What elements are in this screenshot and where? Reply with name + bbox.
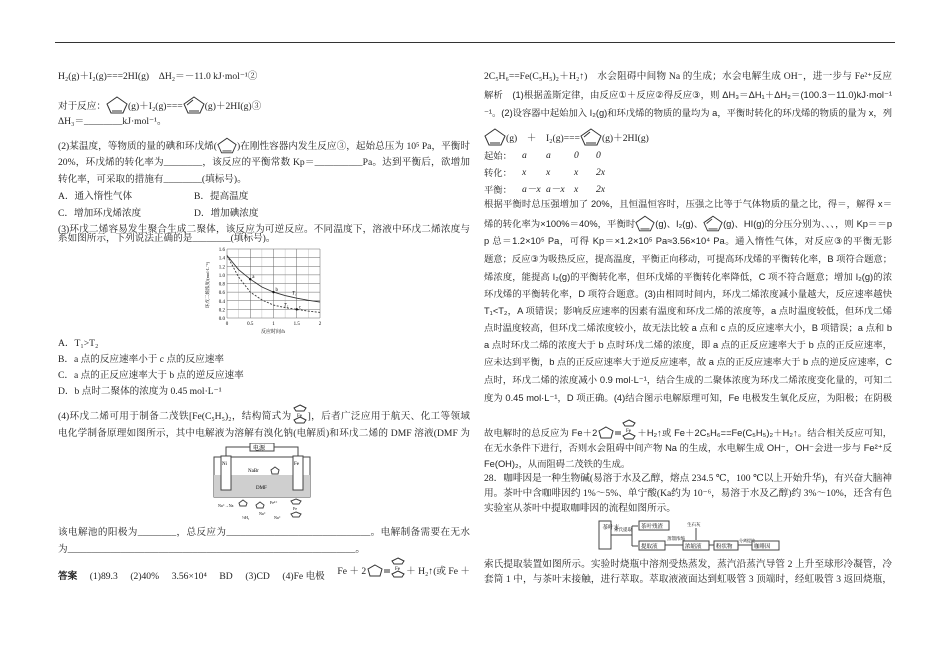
eq3-prefix: 对于反应： (58, 101, 106, 112)
dh3-blank: ΔH₃＝________kJ·mol⁻¹。 (58, 116, 167, 127)
answer-3: (3)CD (245, 571, 270, 582)
fe-electrode-label: Fe (294, 462, 299, 467)
eq3-mid: (g)＋I₂(g)=== (127, 101, 183, 112)
flow-step2: 蒸馏浓缩 (667, 536, 685, 541)
q3-option-a: A．T₁>T₂ (58, 338, 99, 349)
analysis-p2 (484, 214, 892, 232)
q2-option-d: D．增加碘浓度 (194, 208, 259, 219)
analysis-line: 点时，环戊二烯的浓度减小 0.9 mol·L⁻¹，结合生成的二聚体浓度为环戊二烯浓度变化量的，可知二 (484, 375, 892, 385)
fe2-ion-label: Fe²⁺ (270, 500, 278, 505)
data-point-c (296, 308, 298, 310)
p2-text: (g)、HI(g)的分压分别为、、、，则 Kp＝＝p (723, 219, 892, 229)
cyclopentene-icon (217, 137, 237, 155)
y-tick-label: 0.8 (218, 282, 225, 288)
data-point-label: a (252, 275, 255, 281)
q2-option-a: A．通入惰性气体 (58, 191, 133, 202)
q4-line3: 该电解池的阳极为________，总反应为______________________________。电解制备需要在无水 (58, 527, 470, 538)
flow-residue: 茶叶残渣 (641, 524, 664, 530)
analysis-p4: 在无水条件下进行，否则水会阻碍中间产物 Na 的生成，水电解生成 OH⁻，OH⁻会进一步与 Fe²⁺反 (484, 443, 892, 453)
x-tick-label: 0.5 (247, 322, 254, 327)
q28-line5: 套筒 1 中，与茶叶末接触，进行萃取。萃取液液面达到虹吸管 3 顶端时，经虹吸管 3 返回烧瓶， (484, 574, 892, 585)
stage-value: x (546, 167, 551, 178)
answer-1: (1)89.3 (89, 571, 118, 582)
analysis-line: 烯浓度，能提高 I₂(g)的平衡转化率，但环戊烯的平衡转化率降低，C 项不符合题意；增加 I₂(g)的浓 (484, 272, 892, 282)
y-tick-label: 0.2 (218, 308, 225, 314)
y-tick-label: 1.6 (218, 248, 225, 253)
analysis-p3 (484, 419, 892, 441)
series-label: T₂ (283, 303, 289, 309)
q2-text: (2)某温度，等物质的量的碘和环戊烯( (58, 141, 217, 152)
answer-eq-tail: ＋ H₂↑(或 Fe ＋ (406, 566, 470, 577)
ferrocene-fe-label: Fe (293, 506, 297, 511)
analysis-line: p 总＝1.2×10⁵ Pa，可得 Kp＝×1.2×10⁵ Pa≈3.56×10⁴ Pa。通入惰性气体，对反应③的平衡无影 (484, 236, 892, 246)
q2-option-c: C．增加环戊烯浓度 (58, 208, 142, 219)
concentration-time-chart (205, 245, 325, 335)
q4-line4: 为____________________________________________________________。 (58, 544, 365, 555)
stage-value: x (574, 167, 579, 178)
na-reduction-label: Na⁺→Na (218, 503, 234, 508)
stage-value: 0 (574, 150, 579, 161)
eq3-suffix: (g)＋2HI(g)③ (204, 101, 262, 112)
data-point-a (249, 278, 251, 280)
stage-label: 起始： (484, 151, 512, 161)
flow-lime: 生石灰 (687, 522, 701, 527)
nabr-label: NaBr (248, 469, 259, 474)
series-label: T₁ (292, 291, 297, 297)
dmf-label: DMF (256, 486, 267, 491)
p2-text: (g)、I₂(g)、 (655, 219, 704, 229)
svg-text:Fe: Fe (296, 414, 302, 419)
y-tick-label: 1.0 (218, 273, 225, 279)
ferrocene-icon (292, 404, 308, 424)
x-tick-label: 0 (225, 322, 229, 327)
answer-2a: (2)40% (130, 571, 160, 582)
cyclopentadiene-icon (271, 467, 279, 474)
h2-label: ½H₂ (242, 515, 250, 520)
analysis-line: 应未达到平衡，b 点的正反应速率大于逆反应速率，故 a 点的正反应速率大于 b 点的逆反应速率，C (484, 357, 892, 367)
cyclopentene-icon (635, 215, 655, 232)
na-ion-label-2: Na⁺ (274, 515, 281, 520)
equation-3 (58, 96, 470, 114)
stage-value: 0 (596, 150, 601, 161)
flow-step1: 索氏提取 (614, 527, 632, 532)
answer-2b: 3.56×10⁴ (171, 571, 207, 582)
q2-line2: 20%，环戊烯的转化率为________，该反应的平衡常数 Kp＝__________Pa。达到平衡后，欲增加 (58, 157, 470, 168)
analysis-line: 环戊烯的平衡转化率，D 项符合题意。(3)由相同时间内，环戊二烯浓度减小量越大，反应速率越快 (484, 289, 892, 299)
svg-text:Fe: Fe (626, 429, 632, 434)
stage-value: x (574, 184, 579, 195)
na-ion-label: Na⁺ (259, 511, 266, 516)
analysis-line: 点时温度较高，但环戊二烯浓度较小，故无法比较 a 点和 c 点的反应速率大小，B 项错误；a 点和 b (484, 323, 892, 333)
answer-2c: BD (219, 571, 233, 582)
y-tick-label: 1.2 (218, 265, 225, 271)
p3-text: 故电解时的总反应为 Fe＋2 (484, 428, 598, 438)
stage-label: 转化： (484, 168, 512, 178)
data-point-label: c (298, 305, 301, 311)
q28-line1: 28．咖啡因是一种生物碱(易溶于水及乙醇，熔点 234.5 ℃，100 ℃以上开始升华)，有兴奋大脑神 (484, 473, 892, 484)
q3-option-c: C．a 点的正反应速率大于 b 点的逆反应速率 (58, 370, 244, 381)
data-point-b (272, 291, 274, 293)
answer-4: (4)Fe 电极 (282, 571, 325, 582)
flow-extract: 提取液 (641, 544, 658, 550)
q4-line2: 电化学制备原理如图所示，其中电解液为溶解有溴化钠(电解质)和环戊二烯的 DMF 溶液(DMF 为 (58, 428, 470, 439)
analysis-line-1: 解析 (1)根据盖斯定律，由反应①＋反应②得反应③，则 ΔH₃＝ΔH₁＋ΔH₂＝(100.3－11.0)kJ·mol⁻¹ (484, 90, 892, 100)
q28-line4: 索氏提取装置如图所示。实验时烧瓶中溶剂受热蒸发，蒸汽沿蒸汽导管 2 上升至球形冷凝管，冷 (484, 559, 892, 570)
cyclopentadiene-to-ferrocene-icon (597, 419, 637, 441)
q28-line2: 用。茶叶中含咖啡因约 1%～5%、单宁酸(Ka约为 10⁻⁶，易溶于水及乙醇)约 3%～10%，还含有色 (484, 488, 892, 499)
p3-text: ＋H₂↑或 Fe＋2C₅H₆==Fe(C₅H₅)₂＋H₂↑。结合相关反应可知， (637, 428, 892, 438)
q4-line1 (58, 404, 470, 424)
q2-line1 (58, 137, 470, 155)
stage-value: a (522, 150, 527, 161)
q2-text: )在刚性容器内发生反应③，起始总压为 10⁵ Pa，平衡时 (236, 141, 470, 152)
analysis-line: 题意；反应③为吸热反应，提高温度，平衡正向移动，可提高环戊烯的平衡转化率，B 项符合题意； (484, 254, 892, 264)
p2-text: 烯的转化率为×100%＝40%，平衡时 (484, 219, 636, 229)
three-stage-equation (484, 127, 892, 147)
q2-option-b: B．提高温度 (194, 191, 249, 202)
svg-text:Fe: Fe (395, 567, 401, 572)
q3-line1: (3)环戊二烯容易发生聚合生成二聚体，该反应为可逆反应。不同温度下，溶液中环戊二烯浓度与 (58, 224, 470, 235)
stage-value: a－x (546, 184, 565, 195)
analysis-line: T₁<T₂，A 项错误；影响反应速率的因素有温度和环戊二烯的浓度等，a 点时温度较低，但环戊二烯 (484, 306, 892, 316)
y-tick-label: 0.4 (218, 299, 225, 305)
answer-continuation: 2C₅H₆==Fe(C₅H₅)₂＋H₂↑) 水会阻碍中间物 Na 的生成；水会电解生成 OH⁻，进一步与 Fe²⁺反应 (484, 71, 892, 82)
q28-line3: 实验室从茶叶中提取咖啡因的流程如图所示。 (484, 503, 676, 514)
stage-label: 平衡： (484, 185, 512, 195)
y-tick-label: 0.6 (218, 291, 225, 297)
y-tick-label: 0.0 (218, 317, 225, 322)
q3-option-d: D．b 点时二聚体的浓度为 0.45 mol·L⁻¹ (58, 386, 222, 397)
eq-part: (g) ＋ I₂(g)=== (506, 133, 580, 144)
data-point-label: b (275, 288, 278, 294)
flow-powder: 粉状物 (716, 544, 733, 550)
flow-step3: 分离提纯 (739, 538, 755, 543)
y-tick-label: 1.4 (218, 256, 225, 262)
stage-value: a－x (522, 184, 541, 195)
analysis-line: 度为 0.45 mol·L⁻¹，D 项正确。(4)结合图示电解原理可知，Fe 电极发生氧化反应，为阳极；在阴极 (484, 393, 892, 403)
q3-line2: 系如图所示，下列说法正确的是________(填标号)。 (58, 233, 276, 244)
answer-line (58, 566, 470, 590)
answer-label: 答案 (58, 571, 78, 582)
x-tick-label: 1.5 (293, 322, 300, 327)
x-axis-label: 反应时间/h (261, 330, 285, 335)
analysis-p5: Fe(OH)₂，从而阻碍二茂铁的生成。 (484, 459, 631, 469)
equation-2: H₂(g)＋I₂(g)===2HI(g) ΔH₂＝－11.0 kJ·mol⁻¹② (58, 71, 258, 82)
power-source-label: 电源 (253, 446, 266, 452)
q4-text: ]，后者广泛应用于航天、化工等领域 (307, 411, 470, 422)
caffeine-extraction-flowchart (598, 518, 780, 554)
stage-value: 2x (596, 167, 606, 178)
eq-part: (g)＋2HI(g) (601, 133, 649, 144)
answer-eq-start: Fe ＋ 2 (337, 566, 367, 577)
cyclopentadiene-icon (703, 215, 723, 232)
cyclopentadiene-to-ferrocene-icon (366, 557, 406, 590)
answer-4-eq (337, 557, 470, 590)
q2-line3: 转化率，可采取的措施有________(填标号)。 (58, 174, 247, 185)
ni-electrode-label: Ni (222, 462, 227, 467)
flow-product: 咖啡因 (754, 544, 771, 550)
stage-value: a (546, 150, 551, 161)
analysis-p1: 根据平衡时总压强增加了 20%，且恒温恒容时，压强之比等于气体物质的量之比，得＝，解得 x＝ (484, 199, 892, 209)
flow-start: 茶叶末 (602, 525, 620, 531)
flow-concentrate: 浓缩液 (685, 544, 702, 550)
x-tick-label: 1 (272, 322, 275, 327)
stage-value: 2x (596, 184, 606, 195)
y-axis-label: 环戊二烯浓度/(mol·L⁻¹) (205, 261, 210, 309)
q4-text: (4)环戊二烯可用于制备二茂铁[Fe(C₅H₅)₂，结构简式为 (58, 411, 292, 422)
q3-option-b: B．a 点的反应速率小于 c 点的反应速率 (58, 354, 225, 365)
header-rule (55, 42, 895, 43)
analysis-line: a 点时环戊二烯的浓度大于 b 点时环戊二烯的浓度，即 a 点的正反应速率大于 b 点的正反应速率， (484, 340, 892, 350)
stage-value: x (522, 167, 527, 178)
x-tick-label: 2 (318, 322, 322, 327)
electrolysis-diagram (212, 443, 312, 525)
analysis-line-2: ⁻¹。(2)设容器中起始加入 I₂(g)和环戊烯的物质的量均为 a，平衡时转化的环戊烯的物质的量为 x，列 (484, 108, 892, 118)
